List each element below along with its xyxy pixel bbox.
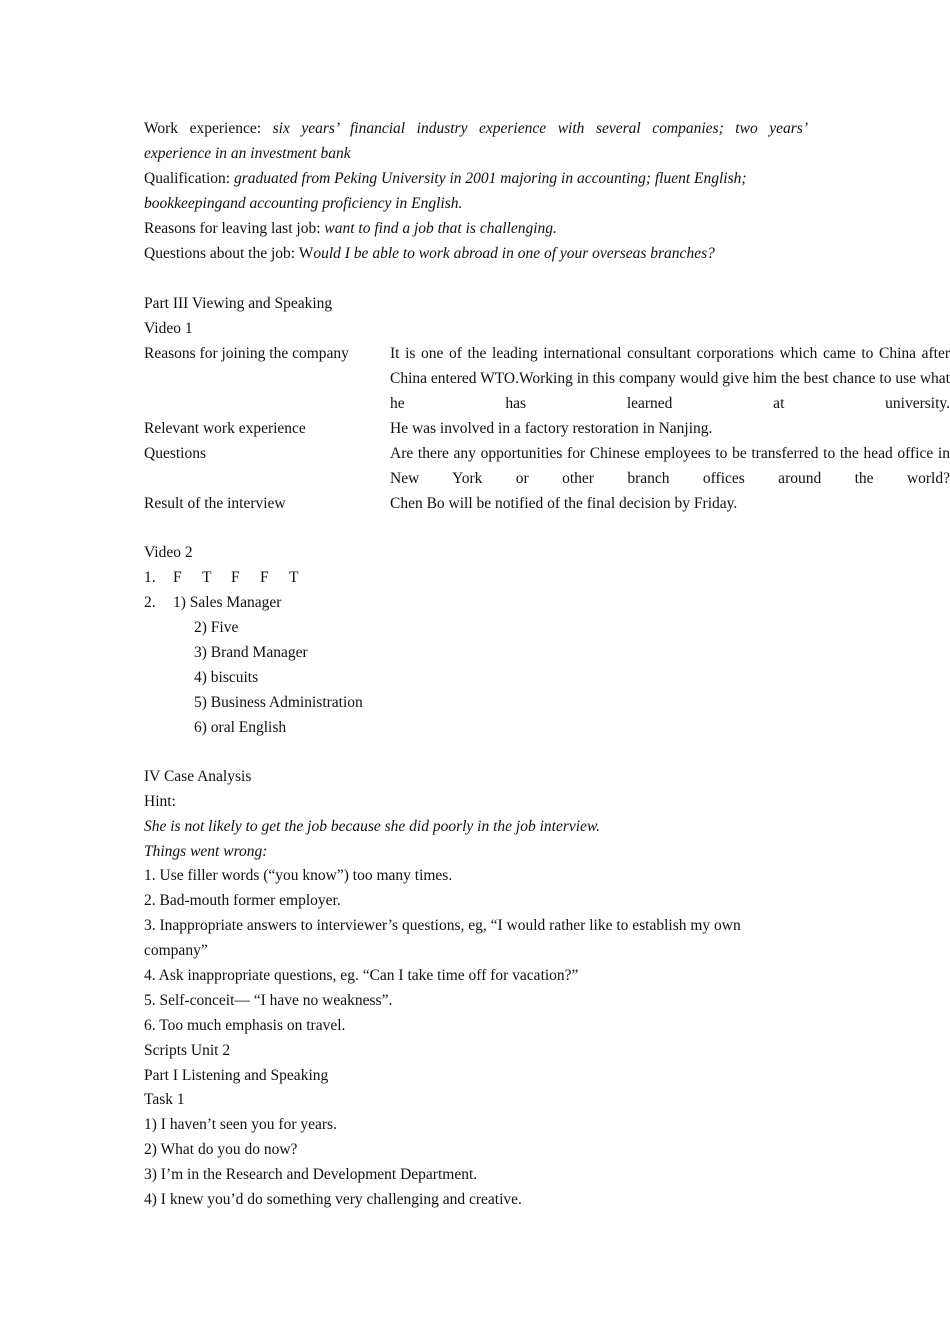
questions-job-value: ould I be able to work abroad in one of your overseas branches? <box>313 245 715 262</box>
scripts-task-title: Task 1 <box>144 1091 185 1108</box>
list-item: 6. Too much emphasis on travel. <box>144 1017 346 1034</box>
hint-label: Hint: <box>144 793 176 810</box>
script-line: 3) I’m in the Research and Development Department. <box>144 1166 478 1183</box>
questions-job-label: Questions about the job: W <box>144 245 314 262</box>
answer-item: F <box>260 569 269 586</box>
things-wrong-title: Things went wrong: <box>144 843 268 860</box>
video1-row-label: Questions <box>144 445 206 462</box>
list-item: 2) Five <box>194 619 239 636</box>
script-line: 2) What do you do now? <box>144 1141 298 1158</box>
video1-row-value: Chen Bo will be notified of the final decision by Friday. <box>390 495 738 512</box>
reasons-leaving-line <box>144 216 557 241</box>
list-item: 2. Bad-mouth former employer. <box>144 892 341 909</box>
case-summary: She is not likely to get the job because she did poorly in the job interview. <box>144 818 601 835</box>
list-item: 1. Use filler words (“you know”) too many times. <box>144 867 453 884</box>
answer-item: T <box>289 569 299 586</box>
scripts-part1-heading: Part I Listening and Speaking <box>144 1067 329 1084</box>
list-item: 5) Business Administration <box>194 694 363 711</box>
work-experience-value: six years’ financial industry experience with several companies; two years’ <box>272 120 808 137</box>
list-item-continuation: company” <box>144 942 208 959</box>
video1-title: Video 1 <box>144 320 193 337</box>
qualification-line-1 <box>144 166 747 191</box>
answer-item: F <box>231 569 240 586</box>
video1-row-label: Relevant work experience <box>144 420 306 437</box>
reasons-leaving-value: want to find a job that is challenging. <box>324 220 557 237</box>
video1-row-value: Are there any opportunities for Chinese employees to be transferred to the head office in New York or other branch offices around the world? <box>390 445 950 487</box>
script-line: 1) I haven’t seen you for years. <box>144 1116 337 1133</box>
video2-q2-number: 2. <box>144 594 156 611</box>
qualification-label: Qualification: <box>144 170 234 187</box>
list-item: 3. Inappropriate answers to interviewer’s questions, eg, “I would rather like to establish my own <box>144 917 741 934</box>
list-item: 4. Ask inappropriate questions, eg. “Can I take time off for vacation?” <box>144 967 579 984</box>
answer-item: F <box>173 569 182 586</box>
script-line: 4) I knew you’d do something very challenging and creative. <box>144 1191 522 1208</box>
video1-row-value: It is one of the leading international consultant corporations which came to China after China entered WTO.Working in this company would give him the best chance to use what he has learned at university. <box>390 345 950 412</box>
video2-title: Video 2 <box>144 544 193 561</box>
part3-heading: Part III Viewing and Speaking <box>144 295 333 312</box>
video1-row-label: Result of the interview <box>144 495 286 512</box>
list-item: 1) Sales Manager <box>173 594 282 611</box>
list-item: 3) Brand Manager <box>194 644 308 661</box>
list-item: 4) biscuits <box>194 669 259 686</box>
questions-job-line <box>144 241 715 266</box>
video2-q1-answers <box>173 565 318 590</box>
video2-q1-number: 1. <box>144 569 156 586</box>
list-item: 5. Self-conceit— “I have no weakness”. <box>144 992 393 1009</box>
work-experience-line-1 <box>144 116 808 141</box>
scripts-title: Scripts Unit 2 <box>144 1042 231 1059</box>
work-experience-label: Work experience: <box>144 120 273 137</box>
list-item: 6) oral English <box>194 719 287 736</box>
video1-row-label: Reasons for joining the company <box>144 345 349 362</box>
qualification-value: graduated from Peking University in 2001 majoring in accounting; fluent English; <box>233 170 747 187</box>
part4-heading: IV Case Analysis <box>144 768 252 785</box>
answer-item: T <box>202 569 212 586</box>
reasons-leaving-label: Reasons for leaving last job: <box>144 220 325 237</box>
work-experience-line-2: experience in an investment bank <box>144 145 351 162</box>
qualification-line-2: bookkeepingand accounting proficiency in English. <box>144 195 463 212</box>
video1-row-value: He was involved in a factory restoration in Nanjing. <box>390 420 713 437</box>
